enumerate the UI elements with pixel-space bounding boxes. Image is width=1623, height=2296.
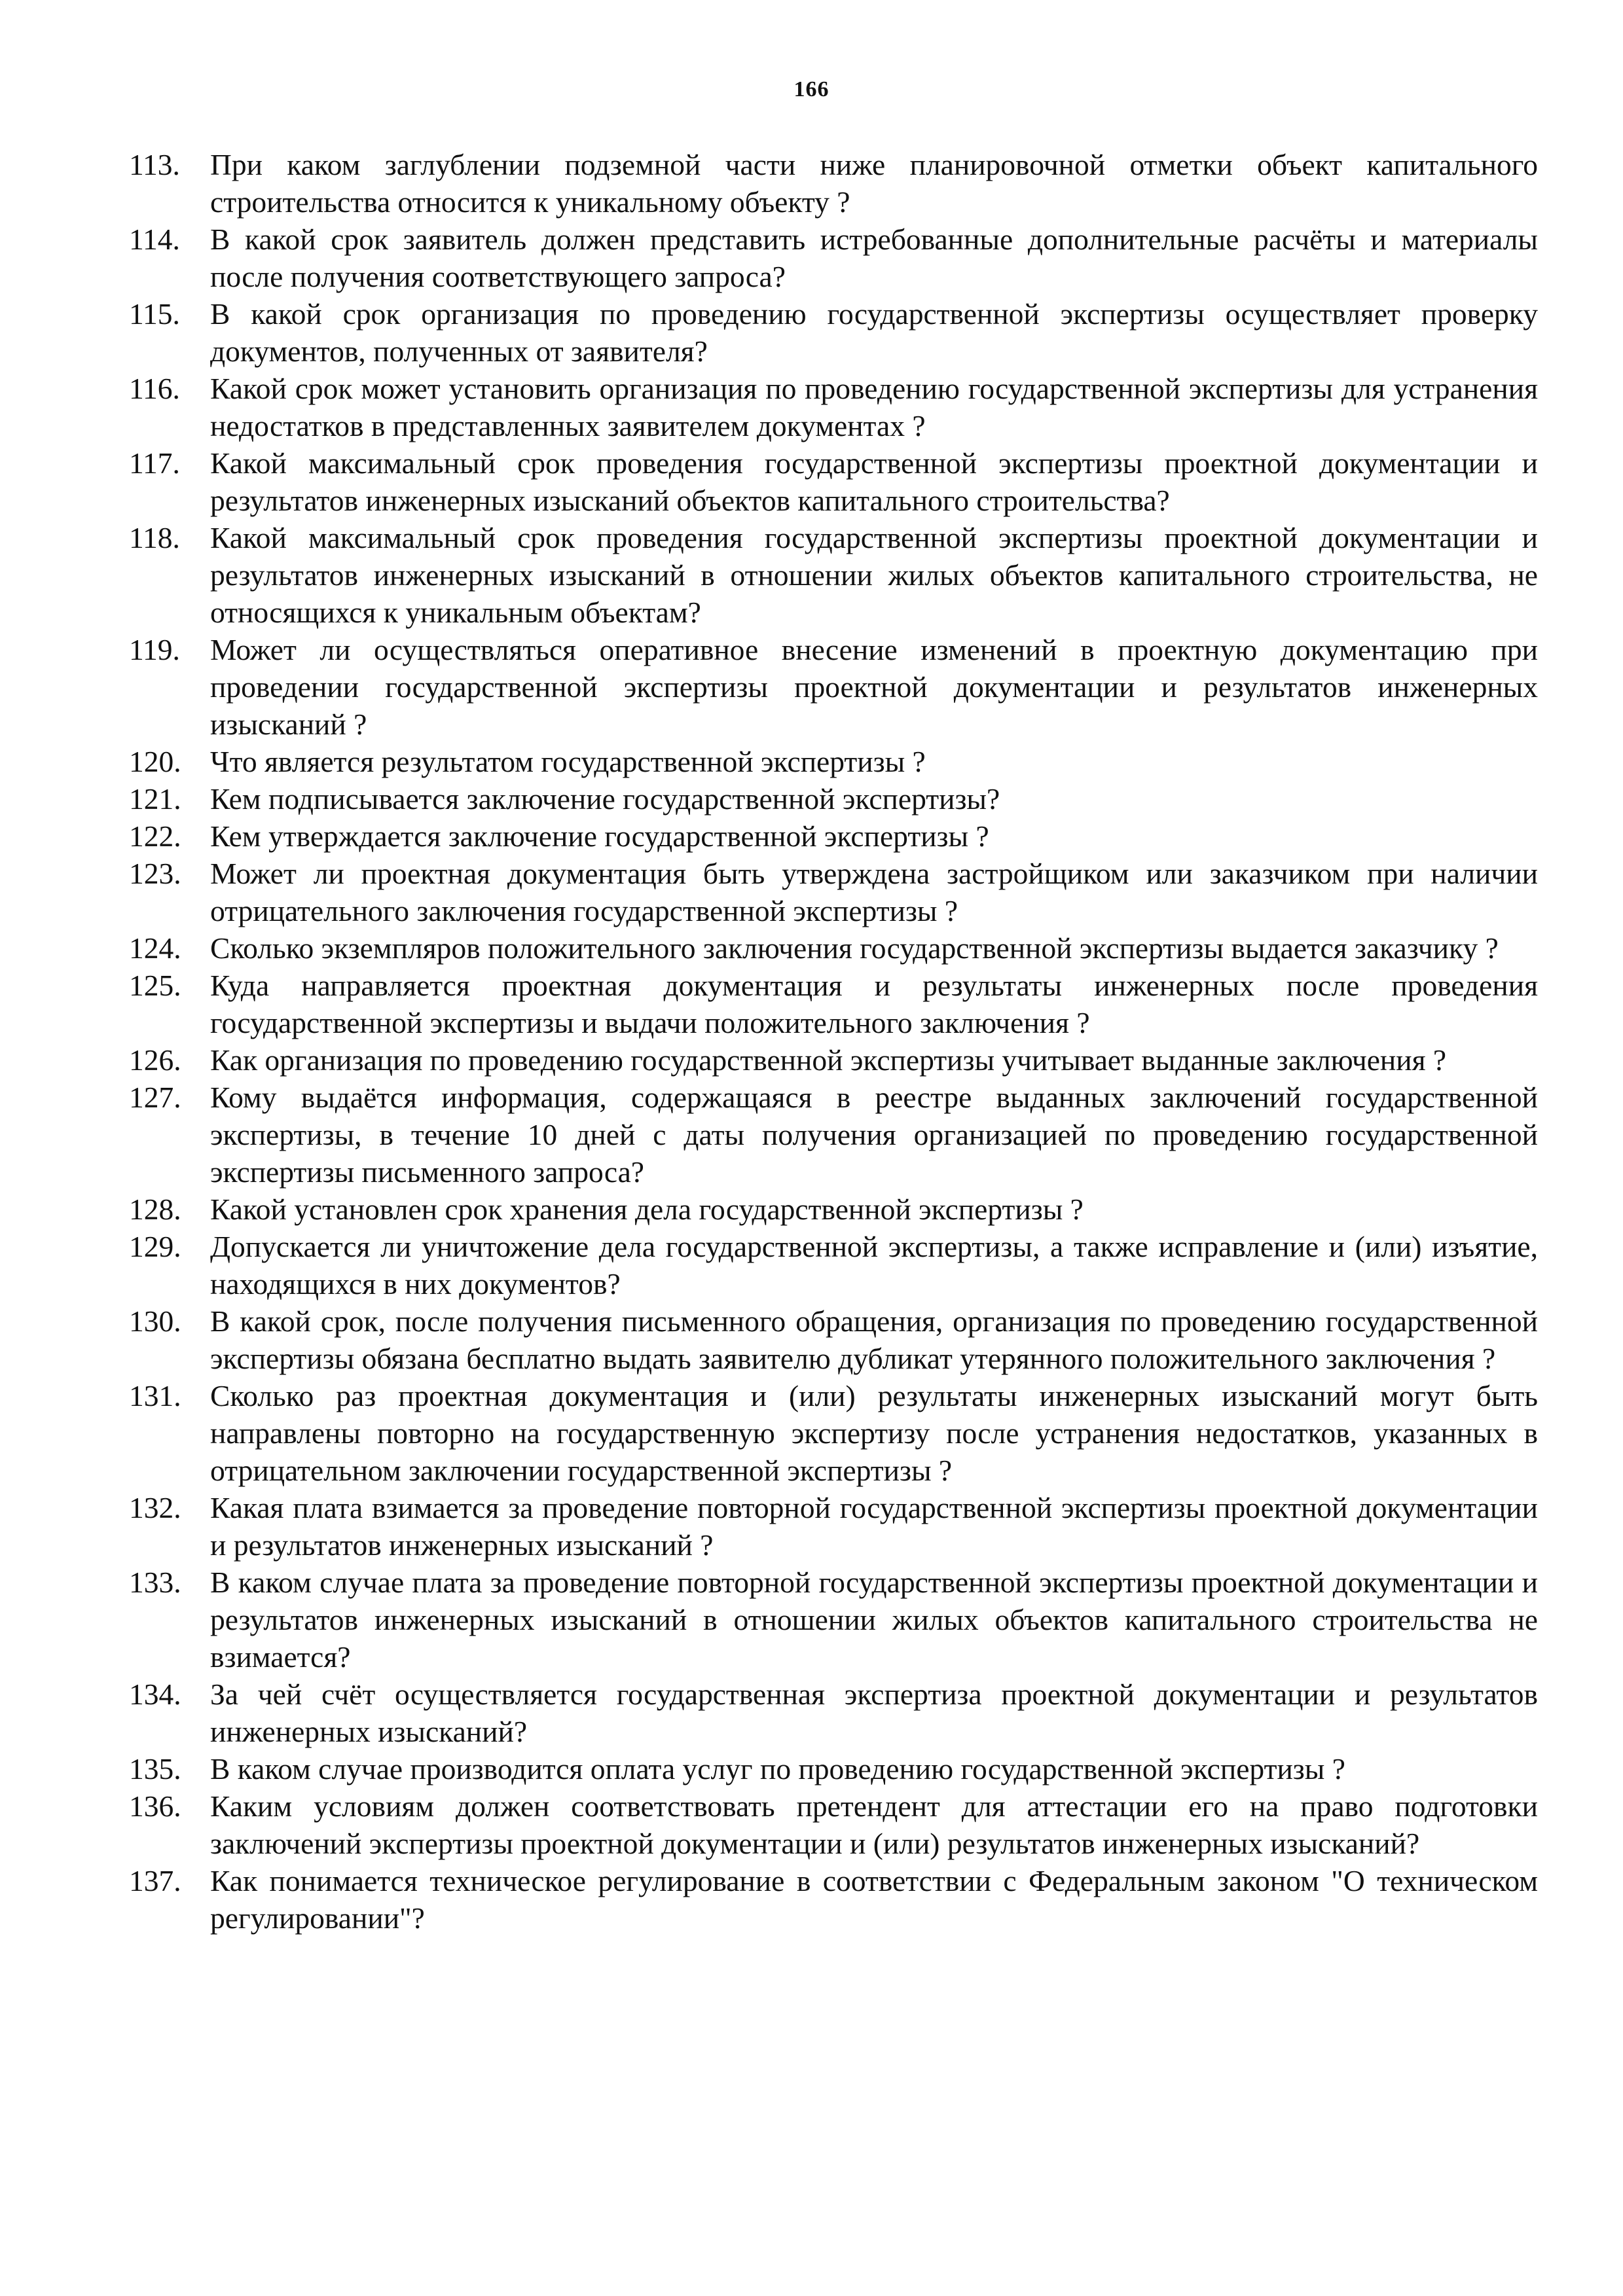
question-text: В каком случае производится оплата услуг по проведению государственной экспертизы ?	[210, 1752, 1345, 1785]
question-number: 121.	[129, 782, 181, 816]
question-list	[129, 146, 1538, 1937]
question-number: 115.	[129, 297, 180, 331]
question-number: 134.	[129, 1677, 181, 1711]
question-text: Каким условиям должен соответствовать претендент для аттестации его на право подготовки заключений экспертизы проектной документации и (или) результатов инженерных изысканий?	[210, 1789, 1538, 1860]
question-number: 137.	[129, 1864, 181, 1897]
question-text: Кому выдаётся информация, содержащаяся в реестре выданных заключений государственной экспертизы, в течение 10 дней с даты получения организацией по проведению государственной экспертизы письменного запроса?	[210, 1081, 1538, 1189]
question-number: 127.	[129, 1081, 181, 1114]
question-text: Может ли осуществляться оперативное внесение изменений в проектную документацию при проведении государственной экспертизы проектной документации и результатов инженерных изысканий ?	[210, 633, 1538, 741]
question-item	[129, 1564, 1538, 1676]
question-item	[129, 221, 1538, 295]
question-item	[129, 295, 1538, 370]
question-number: 136.	[129, 1789, 181, 1823]
question-text: Как организация по проведению государственной экспертизы учитывает выданные заключения ?	[210, 1043, 1447, 1077]
question-item	[129, 1041, 1538, 1079]
question-text: Какой срок может установить организация по проведению государственной экспертизы для устранения недостатков в представленных заявителем документах ?	[210, 372, 1538, 442]
question-item	[129, 967, 1538, 1041]
question-text: В какой срок организация по проведению государственной экспертизы осуществляет проверку документов, полученных от заявителя?	[210, 297, 1538, 368]
question-text: Куда направляется проектная документация и результаты инженерных после проведения государственной экспертизы и выдачи положительного заключения ?	[210, 969, 1538, 1039]
question-text: В какой срок, после получения письменного обращения, организация по проведению государственной экспертизы обязана бесплатно выдать заявителю дубликат утерянного положительного заключения ?	[210, 1304, 1538, 1375]
question-text: Какой максимальный срок проведения государственной экспертизы проектной документации и результатов инженерных изысканий объектов капитального строительства?	[210, 446, 1538, 517]
question-item	[129, 1302, 1538, 1377]
question-item	[129, 1228, 1538, 1302]
question-text: Какой максимальный срок проведения государственной экспертизы проектной документации и результатов инженерных изысканий в отношении жилых объектов капитального строительства, не относящихся к уникальным объектам?	[210, 521, 1538, 629]
question-number: 135.	[129, 1752, 181, 1785]
question-item	[129, 444, 1538, 519]
question-number: 133.	[129, 1566, 181, 1599]
question-item	[129, 817, 1538, 855]
question-number: 129.	[129, 1230, 181, 1263]
question-item	[129, 1750, 1538, 1787]
question-item	[129, 743, 1538, 780]
question-number: 126.	[129, 1043, 181, 1077]
question-text: Допускается ли уничтожение дела государственной экспертизы, а также исправление и (или) изъятие, находящихся в них документов?	[210, 1230, 1538, 1300]
question-item	[129, 1079, 1538, 1191]
question-number: 128.	[129, 1193, 181, 1226]
question-number: 124.	[129, 931, 181, 965]
question-text: Какая плата взимается за проведение повторной государственной экспертизы проектной документации и результатов инженерных изысканий ?	[210, 1491, 1538, 1562]
question-item	[129, 855, 1538, 929]
question-number: 123.	[129, 857, 181, 890]
question-number: 125.	[129, 969, 181, 1002]
question-item	[129, 370, 1538, 444]
question-item	[129, 631, 1538, 743]
question-item	[129, 1862, 1538, 1937]
question-text: Сколько экземпляров положительного заключения государственной экспертизы выдается заказчику ?	[210, 931, 1499, 965]
question-number: 130.	[129, 1304, 181, 1338]
question-item	[129, 1676, 1538, 1750]
question-number: 131.	[129, 1379, 181, 1412]
question-number: 118.	[129, 521, 180, 554]
question-number: 132.	[129, 1491, 181, 1524]
question-item	[129, 780, 1538, 817]
question-text: Кем утверждается заключение государственной экспертизы ?	[210, 819, 989, 853]
question-number: 119.	[129, 633, 180, 666]
question-item	[129, 146, 1538, 221]
question-text: Какой установлен срок хранения дела государственной экспертизы ?	[210, 1193, 1084, 1226]
page-number: 166	[793, 77, 830, 101]
question-item	[129, 519, 1538, 631]
question-item	[129, 1787, 1538, 1862]
question-text: Как понимается техническое регулирование в соответствии с Федеральным законом "О техническом регулировании"?	[210, 1864, 1538, 1935]
question-text: При каком заглублении подземной части ниже планировочной отметки объект капитального строительства относится к уникальному объекту ?	[210, 148, 1538, 219]
question-text: Что является результатом государственной экспертизы ?	[210, 745, 926, 778]
question-number: 120.	[129, 745, 181, 778]
question-item	[129, 1377, 1538, 1489]
question-item	[129, 1489, 1538, 1564]
question-item	[129, 929, 1538, 967]
question-number: 113.	[129, 148, 180, 181]
question-text: За чей счёт осуществляется государственная экспертиза проектной документации и результатов инженерных изысканий?	[210, 1677, 1538, 1748]
question-text: Кем подписывается заключение государственной экспертизы?	[210, 782, 1000, 816]
question-text: Может ли проектная документация быть утверждена застройщиком или заказчиком при наличии отрицательного заключения государственной экспертизы ?	[210, 857, 1538, 927]
question-number: 114.	[129, 223, 180, 256]
question-text: В каком случае плата за проведение повторной государственной экспертизы проектной документации и результатов инженерных изысканий в отношении жилых объектов капитального строительства не взимается?	[210, 1566, 1538, 1674]
question-text: В какой срок заявитель должен представить истребованные дополнительные расчёты и материалы после получения соответствующего запроса?	[210, 223, 1538, 293]
question-number: 116.	[129, 372, 180, 405]
question-number: 122.	[129, 819, 181, 853]
question-text: Сколько раз проектная документация и (или) результаты инженерных изысканий могут быть направлены повторно на государственную экспертизу после устранения недостатков, указанных в отрицательном заключении государственной экспертизы ?	[210, 1379, 1538, 1487]
question-item	[129, 1191, 1538, 1228]
question-number: 117.	[129, 446, 180, 480]
